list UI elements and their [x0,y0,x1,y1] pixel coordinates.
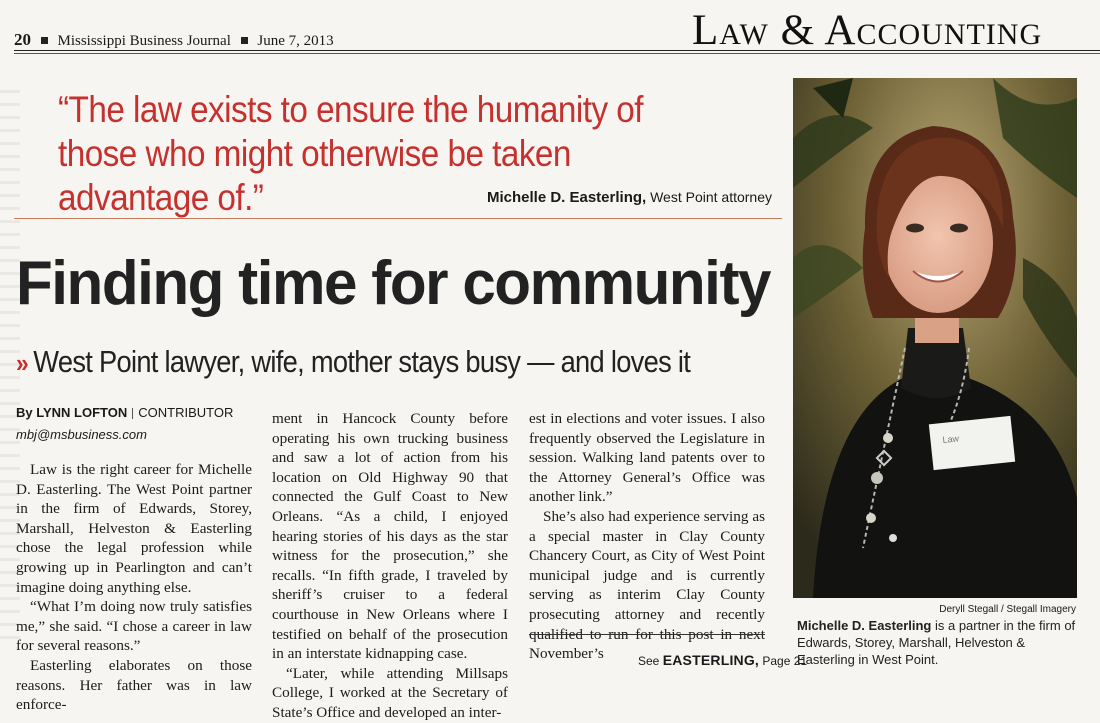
jump-page: Page 21 [762,654,808,668]
article-column-3 [529,409,765,664]
jump-line [638,652,807,668]
name-badge-text: Law [942,433,960,446]
byline-separator [132,408,133,419]
subheadline [16,344,694,380]
photo-credit: Deryll Stegall / Stegall Imagery [939,604,1076,615]
jump-divider [529,634,765,635]
article-paragraph: ment in Hancock County before operating his own trucking business and saw a lot of action from his location on Old Highway 90 that connected the Gulf Coast to New Orleans. “As a child, I enjoyed hearing stories of his days as the star witness for the prosecution,” she recalls. “In fifth grade, I traveled by sheriff’s cruiser to a federal courthouse in New Orleans where I testified on behalf of the prosecution in an interstate kidnapping case. [272,410,508,663]
article-paragraph: “Later, while attending Millsaps College, I worked at the Secretary of State’s Office and developed an inter- [272,664,508,721]
article-paragraph: est in elections and voter issues. I also frequently observed the Legislature in session. Walking land patents over to the Attorney General’s Office was another link.” [529,410,765,506]
article-column-1 [16,460,252,715]
byline-email[interactable]: mbj@msbusiness.com [16,427,147,442]
issue-date: June 7, 2013 [257,33,334,49]
article-column-2 [272,409,508,723]
portrait-illustration [793,78,1077,598]
article-paragraph: Easterling elaborates on those reasons. Her father was in law enforce- [16,656,252,714]
pull-quote: “The law exists to ensure the humanity of those who might otherwise be taken advantage of.” [58,89,643,218]
portrait-photo [793,78,1077,598]
photo-caption [797,617,1077,668]
header-divider [14,50,1100,51]
attribution-title: West Point attorney [650,189,772,205]
page-number: 20 [14,30,31,49]
pull-quote-divider [14,218,782,219]
caption-name: Michelle D. Easterling [797,618,932,633]
article-paragraph: “What I’m doing now truly satisfies me,” she said. “I chose a career in law for several reasons.” [16,598,252,655]
jump-keyword: EASTERLING, [662,652,760,668]
pull-quote-attribution [487,189,772,206]
header-divider-thin [14,53,1100,54]
jump-see: See [638,654,660,668]
publication-name: Mississippi Business Journal [57,33,231,49]
byline [16,405,233,420]
byline-role: CONTRIBUTOR [138,405,234,420]
subheadline-text: West Point lawyer, wife, mother stays busy — and loves it [33,344,691,379]
article-paragraph: Law is the right career for Michelle D. Easterling. The West Point partner in the firm of Edwards, Storey, Marshall, Helveston & Easterling chose the legal profession while growing up in Pearlington and can’t imagine doing anything else. [16,461,252,596]
square-bullet-icon [41,37,48,44]
caption-text: is a partner in the firm of Edwards, Storey, Marshall, Helveston & Easterling in West Point. [797,618,1076,667]
attribution-name: Michelle D. Easterling, [486,189,647,206]
byline-author: By LYNN LOFTON [16,405,128,420]
article-paragraph: She’s also had experience serving as a special master in Clay County Chancery Court, as City of West Point municipal judge and is currently serving as interim Clay County prosecuting attorney and recently qualified to run for this post in next November’s [529,507,765,663]
square-bullet-icon [241,37,248,44]
page-folio [14,30,334,50]
double-chevron-icon: » [16,348,29,378]
headline: Finding time for community [16,249,771,318]
section-title: Law & Accounting [692,7,1043,54]
